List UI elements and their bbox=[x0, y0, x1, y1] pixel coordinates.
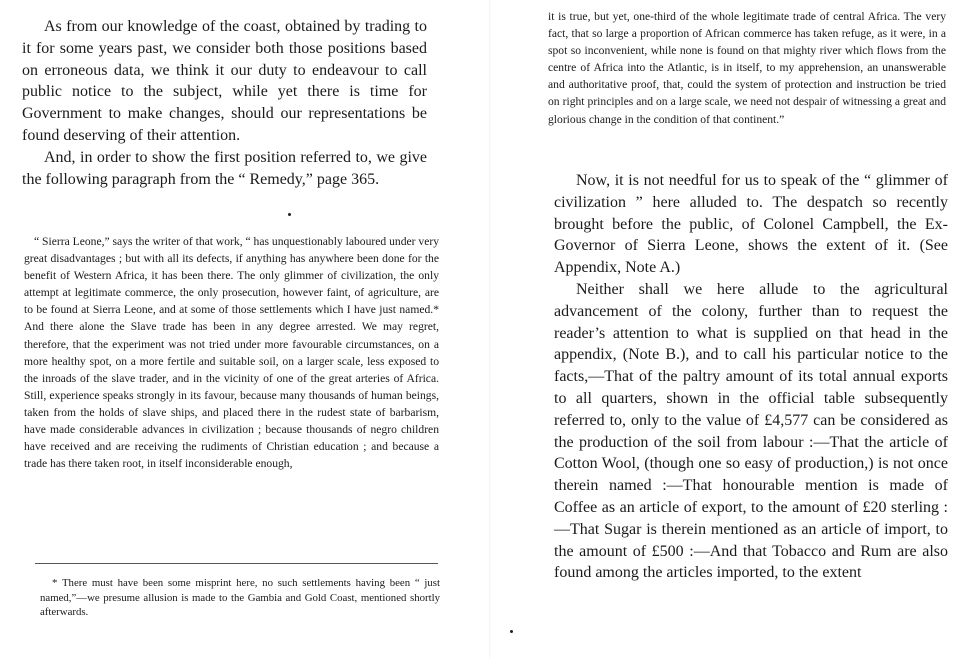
paragraph-one: Now, it is not needful for us to speak of the “ glimmer of civilization ” here alluded to. The despatch so recently brought before the public, of Colonel Campbell, the Ex-Governor of Sierra Leone, shows the extent of it. (See Appendix, Note A.) bbox=[554, 172, 948, 277]
intro-paragraph: As from our knowledge of the coast, obtained by trading to it for some years past, we consider both those positions based on erroneous data, we think it our duty to endeavour to call public notice to the subject, while yet there is time for Government to make changes, should our representations be found deserving of their attention. bbox=[22, 18, 427, 144]
quote-continuation-text: it is true, but yet, one-third of the whole legitimate trade of central Africa. The very fact, that so large a proportion of African commerce has taken refuge, as it were, in a spot so inconvenient, while none is found on that mighty river which flows from the centre of Africa into the Atlantic, is in itself, to my apprehension, an unanswerable and authoritative proof, that, could the system of protection and instruction be tried on right principles and on a large scale, we need not despair of witnessing a great and glorious change in the condition of that continent.” bbox=[548, 10, 946, 126]
paragraph-two: Neither shall we here allude to the agricultural advancement of the colony, further than to request the reader’s attention to what is supplied on that head in the appendix, (Note B.), and to call his particular notice to the facts,—That of the paltry amount of its total annual exports to all quarters, shown in the official table subsequently referred to, only to the value of £4,577 can be considered as the production of the soil from labour :—That the article of Cotton Wool, (though one so easy of production,) is not once therein named :—That honourable mention is made of Coffee as an article of export, to the amount of £20 sterling :—That Sugar is therein mentioned as an article of import, to the amount of £500 :—And that Tobacco and Rum are also found among the articles imported, to the extent bbox=[554, 280, 948, 582]
footnote-rule bbox=[35, 563, 438, 564]
right-page bbox=[490, 0, 980, 659]
quote-text: “ Sierra Leone,” says the writer of that work, “ has unquestionably laboured under very great disadvantages ; but with all its defects, if anything has anywhere been done for the benefit of Western Africa, it has been there. The only glimmer of civilization, the only attempt at legitimate commerce, the only prosecution, however faint, of agriculture, are to be found at Sierra Leone, and at some of those settlements which I have just named.* And there alone the Slave trade has been in any degree arrested. We may regret, therefore, that the experiment was not tried under more favourable circumstances, on a more healthy spot, on a more fertile and suitable soil, on a larger scale, less exposed to the inroads of the slave trader, and in the vicinity of one of the great arteries of Africa. Still, experience speaks strongly in its favour, because many thousands of human beings, taken from the holds of slave ships, and placed there in the rudest state of barbarism, have made considerable advances in civilization ; because thousands of negro children have received and are receiving the rudiments of Christian education ; and because a trade has there taken root, in itself inconsiderable enough, bbox=[24, 235, 440, 471]
quote-continuation bbox=[548, 8, 946, 128]
second-paragraph: And, in order to show the first position referred to, we give the following paragraph from the “ Remedy,” page 365. bbox=[22, 148, 427, 188]
block-quote bbox=[24, 233, 439, 472]
footnote bbox=[40, 576, 440, 620]
right-main-text bbox=[554, 170, 948, 584]
left-main-text bbox=[22, 16, 427, 190]
page-speck bbox=[510, 630, 513, 633]
page-speck bbox=[288, 213, 291, 216]
footnote-text: * There must have been some misprint here, no such settlements having been “ just named,”—we presume allusion is made to the Gambia and Gold Coast, mentioned shortly afterwards. bbox=[40, 577, 440, 618]
